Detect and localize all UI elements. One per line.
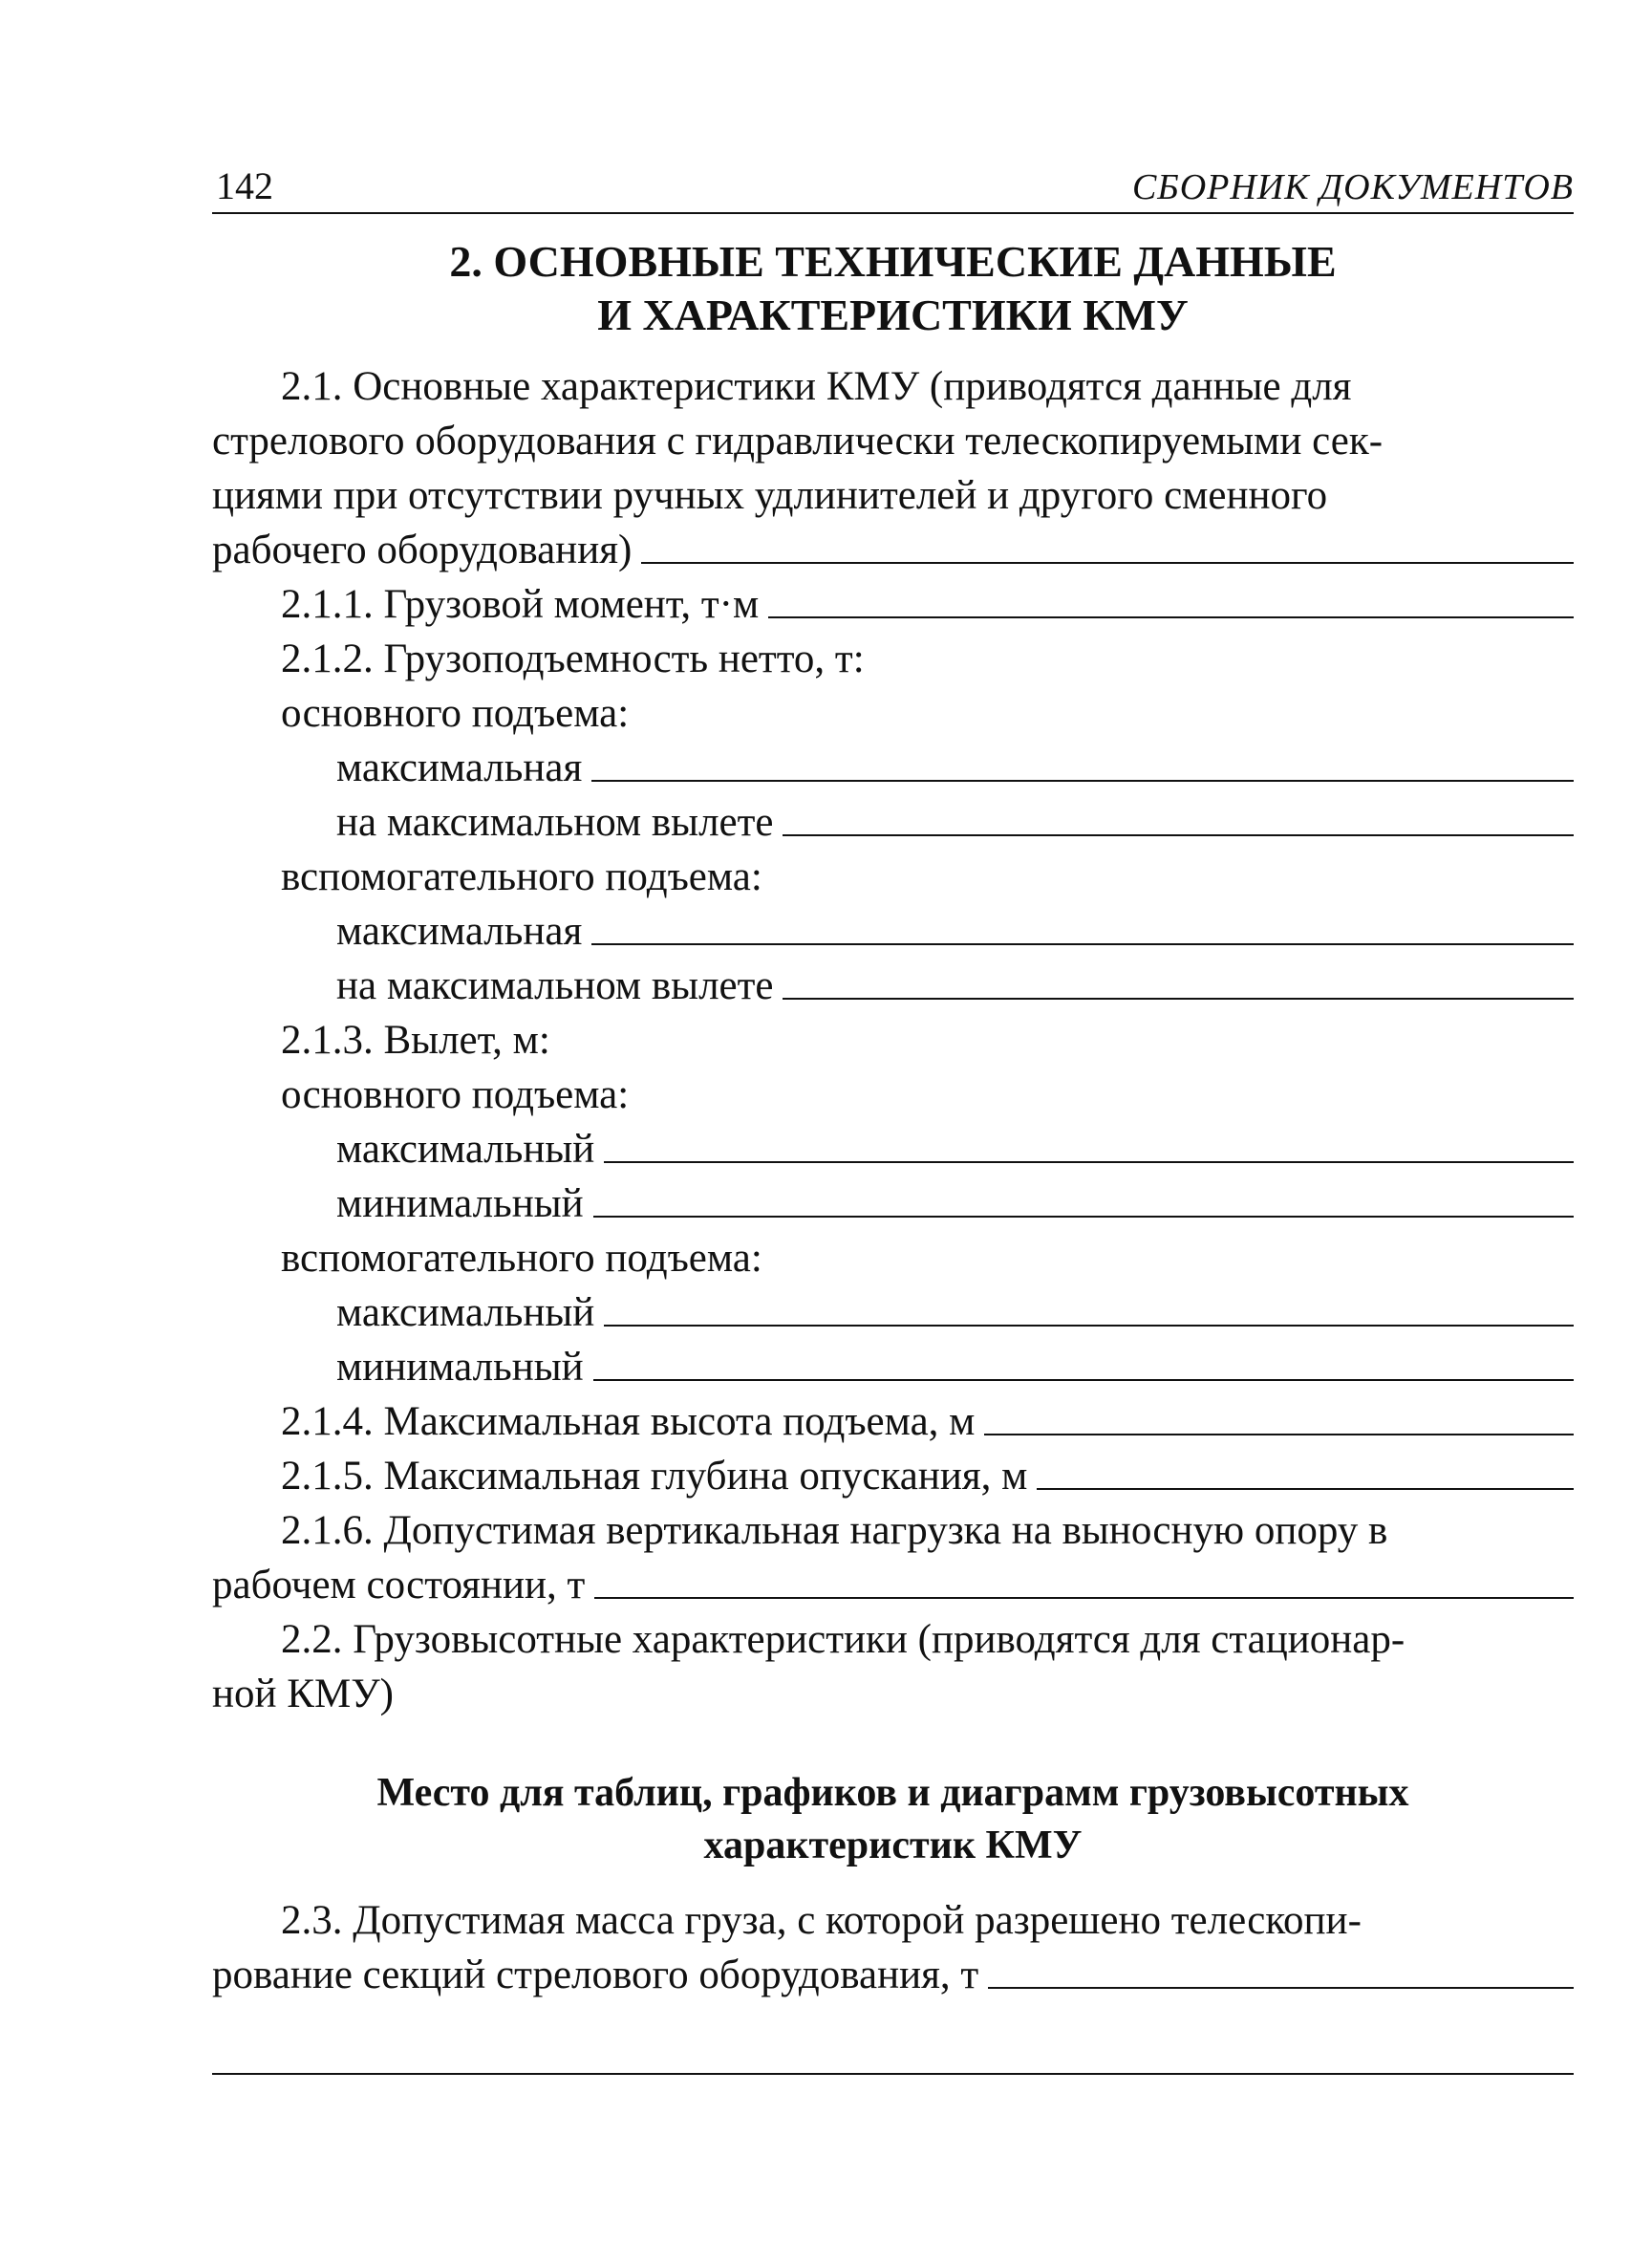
field-2-1-4: [212, 1394, 1574, 1449]
section-title: [212, 235, 1574, 342]
field-label: максимальный: [336, 1290, 595, 1335]
field-label: 2.1.4. Максимальная высота подъема, м: [281, 1399, 976, 1444]
subheading-main-lift: основного подъема:: [281, 691, 630, 736]
field-capacity-main-at-reach: [212, 795, 1574, 850]
field-label: рабочего оборудования): [212, 528, 633, 572]
fill-in-line[interactable]: [768, 616, 1574, 618]
field-reach-main-min: [212, 1176, 1574, 1231]
subheading-main-lift: основного подъема:: [281, 1072, 630, 1117]
field-label: 2.1.1. Грузовой момент, т·м: [281, 582, 760, 627]
paragraph-2-3: [212, 1893, 1574, 2002]
text-line: 2.3. Допустимая масса груза, с которой разрешено телескопи-: [281, 1898, 1362, 1943]
subheading-2-1-2: 2.1.2. Грузоподъемность нетто, т:: [281, 637, 865, 681]
field-capacity-aux-max: [212, 904, 1574, 959]
section-title-line: И ХАРАКТЕРИСТИКИ КМУ: [597, 291, 1189, 339]
fill-in-line[interactable]: [593, 1216, 1574, 1218]
field-label: максимальная: [336, 745, 583, 790]
field-capacity-aux-at-reach: [212, 959, 1574, 1013]
fill-in-line[interactable]: [591, 780, 1574, 782]
placeholder-heading-line: Место для таблиц, графиков и диаграмм грузовысотных: [376, 1771, 1409, 1815]
page-number: 142: [216, 164, 273, 207]
field-2-1-1: [212, 577, 1574, 632]
fill-in-line[interactable]: [591, 943, 1574, 945]
field-label: на максимальном вылете: [336, 963, 774, 1008]
subheading-aux-lift: вспомогательного подъема:: [281, 854, 762, 899]
field-label: рование секций стрелового оборудования, т: [212, 1953, 979, 1997]
field-capacity-main-max: [212, 741, 1574, 795]
field-label: рабочем состоянии, т: [212, 1563, 586, 1607]
fill-in-line[interactable]: [604, 1325, 1574, 1327]
fill-in-line[interactable]: [988, 1987, 1574, 1989]
field-label: минимальный: [336, 1345, 584, 1390]
field-reach-aux-min: [212, 1340, 1574, 1394]
field-2-1: [212, 523, 1574, 577]
fill-in-line-extra[interactable]: [212, 2073, 1574, 2075]
subheading-aux-lift: вспомогательного подъема:: [281, 1236, 762, 1281]
text-line: 2.1.6. Допустимая вертикальная нагрузка на выносную опору в: [281, 1508, 1388, 1553]
paragraph-2-1-6: [212, 1503, 1574, 1612]
placeholder-heading-line: характеристик КМУ: [703, 1823, 1083, 1867]
field-2-3: [212, 1948, 1574, 2002]
paragraph-2-1: [212, 359, 1574, 577]
field-label: на максимальном вылете: [336, 800, 774, 845]
field-label: максимальный: [336, 1127, 595, 1172]
text-line: стрелового оборудования с гидравлически телескопируемыми сек-: [212, 419, 1384, 464]
field-2-1-5: [212, 1449, 1574, 1503]
field-label: максимальная: [336, 909, 583, 954]
fill-in-line[interactable]: [604, 1161, 1574, 1163]
subheading-2-1-3: 2.1.3. Вылет, м:: [281, 1018, 550, 1063]
fill-in-line[interactable]: [641, 562, 1574, 564]
field-reach-main-max: [212, 1122, 1574, 1176]
fill-in-line[interactable]: [593, 1379, 1574, 1381]
field-2-1-6: [212, 1558, 1574, 1612]
fill-in-line[interactable]: [1037, 1488, 1574, 1490]
text-line: ной КМУ): [212, 1672, 394, 1716]
running-title: СБОРНИК ДОКУМЕНТОВ: [1131, 167, 1574, 207]
fill-in-line[interactable]: [783, 998, 1574, 1000]
text-line: циями при отсутствии ручных удлинителей и другого сменного: [212, 473, 1328, 518]
document-page: [212, 143, 1574, 2150]
fill-in-line[interactable]: [594, 1597, 1574, 1599]
section-title-line: 2. ОСНОВНЫЕ ТЕХНИЧЕСКИЕ ДАННЫЕ: [449, 237, 1337, 286]
text-line: 2.2. Грузовысотные характеристики (приводятся для стационар-: [281, 1617, 1405, 1662]
fill-in-line[interactable]: [783, 834, 1574, 836]
page-header: [212, 143, 1574, 214]
field-label: 2.1.5. Максимальная глубина опускания, м: [281, 1454, 1028, 1499]
placeholder-heading: [212, 1767, 1574, 1872]
fill-in-line[interactable]: [984, 1434, 1574, 1435]
paragraph-2-2: [212, 1612, 1574, 1721]
field-reach-aux-max: [212, 1285, 1574, 1340]
text-line: 2.1. Основные характеристики КМУ (приводятся данные для: [281, 364, 1352, 409]
field-label: минимальный: [336, 1181, 584, 1226]
